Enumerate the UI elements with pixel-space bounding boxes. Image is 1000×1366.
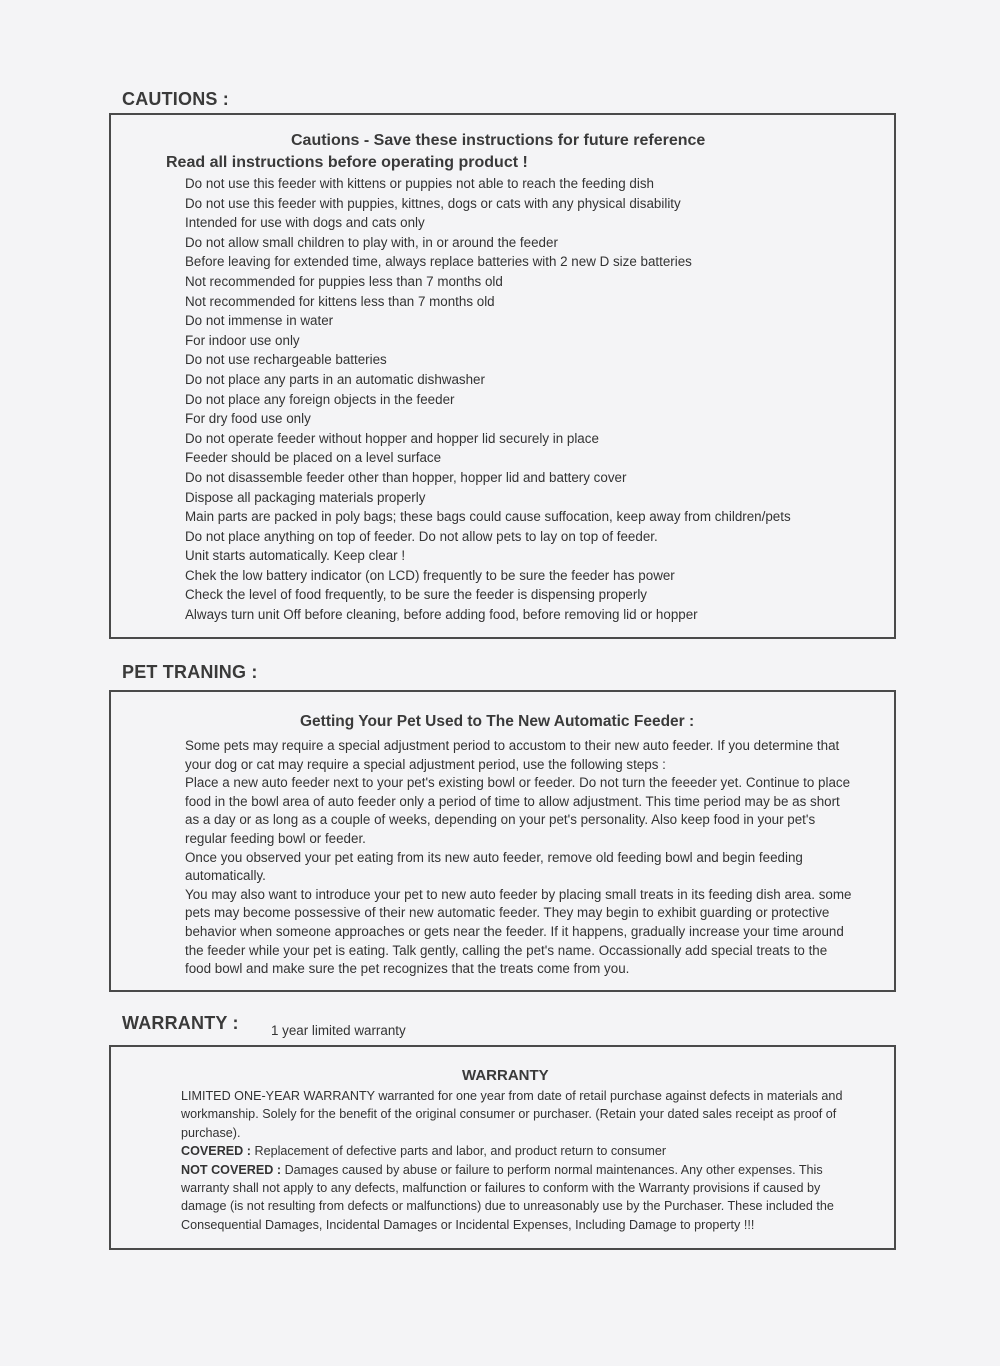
warranty-covered-text: Replacement of defective parts and labor, and product return to consumer (254, 1144, 667, 1159)
caution-item: Not recommended for kittens less than 7 months old (185, 293, 495, 309)
caution-item: For dry food use only (185, 411, 311, 427)
warranty-section-title: WARRANTY : (122, 1013, 239, 1033)
pet-training-heading: Getting Your Pet Used to The New Automatic Feeder : (300, 713, 695, 730)
warranty-box (109, 1045, 896, 1250)
warranty-not-covered (181, 1161, 863, 1235)
caution-item: Not recommended for puppies less than 7 months old (185, 273, 503, 289)
warranty-not-covered-text: Damages caused by abuse or failure to perform normal maintenances. Any other expenses. This warranty shall not apply to any defects, malfunction or failures to conform with the Warranty provisions if caused by damage (is not resulting from defects or malfunctions) due to unreasonably use by the Purchaser. These included the Consequential Damages, Incidental Damages or Incidental Expenses, Including Damage to property !!! (181, 1162, 834, 1232)
cautions-section-title: CAUTIONS : (122, 89, 229, 109)
caution-item: Always turn unit Off before cleaning, before adding food, before removing lid or hopper (185, 607, 698, 623)
warranty-heading: WARRANTY (462, 1067, 549, 1084)
warranty-covered (181, 1142, 863, 1160)
caution-item: Do not use this feeder with kittens or puppies not able to reach the feeding dish (185, 176, 654, 191)
cautions-heading: Cautions - Save these instructions for future reference (291, 132, 706, 149)
caution-item: Do not use this feeder with puppies, kittnes, dogs or cats with any physical disability (185, 195, 681, 211)
caution-item: Unit starts automatically. Keep clear ! (185, 548, 406, 564)
warranty-not-covered-label: NOT COVERED : (181, 1162, 282, 1177)
cautions-list (185, 174, 791, 625)
pet-training-body (185, 737, 855, 979)
pet-training-box (109, 690, 896, 992)
cautions-subheading: Read all instructions before operating product ! (166, 154, 528, 171)
caution-item: Main parts are packed in poly bags; these bags could cause suffocation, keep away from children/pets (185, 509, 791, 525)
warranty-covered-label: COVERED : (181, 1144, 251, 1159)
caution-item: Do not disassemble feeder other than hopper, hopper lid and battery cover (185, 469, 627, 485)
caution-item: Chek the low battery indicator (on LCD) frequently to be sure the feeder has power (185, 567, 675, 583)
caution-item: Do not operate feeder without hopper and hopper lid securely in place (185, 430, 599, 446)
pet-training-section-title: PET TRANING : (122, 662, 258, 682)
caution-item: Do not place any parts in an automatic dishwasher (185, 371, 485, 387)
cautions-box (109, 113, 896, 639)
pet-training-paragraph: Some pets may require a special adjustment period to accustom to their new auto feeder. If you determine that your dog or cat may require a special adjustment period, use the following steps : (185, 738, 840, 772)
caution-item: Check the level of food frequently, to be sure the feeder is dispensing properly (185, 587, 648, 603)
caution-item: Do not allow small children to play with, in or around the feeder (185, 234, 558, 250)
caution-item: Do not place anything on top of feeder. Do not allow pets to lay on top of feeder. (185, 528, 658, 544)
caution-item: Before leaving for extended time, always replace batteries with 2 new D size batteries (185, 254, 692, 270)
warranty-note: 1 year limited warranty (271, 1023, 406, 1038)
pet-training-paragraph: You may also want to introduce your pet to new auto feeder by placing small treats in its feeding dish area. some pets may become possessive of their new automatic feeder. They may begin to exhibit guarding or protective behavior when someone approaches or gets near the feeder. If it happens, gradually increase your time around the feeder while your pet is eating. Talk gently, calling the pet's name. Occassionally add special treats to the food bowl and make sure the pet recognizes that the treats come from you. (185, 886, 852, 977)
caution-item: Feeder should be placed on a level surface (185, 450, 442, 466)
pet-training-paragraph: Once you observed your pet eating from its new auto feeder, remove old feeding bowl and begin feeding automatically. (185, 849, 803, 884)
caution-item: Do not place any foreign objects in the feeder (185, 391, 455, 407)
pet-training-paragraph: Place a new auto feeder next to your pet's existing bowl or feeder. Do not turn the feeeder yet. Continue to place food in the bowl area of auto feeder only a period of time to allow adjustment. This time period may be as short as a day or as long as a couple of weeks, depending on your pet's personality. Also keep food in your pet's regular feeding bowl or feeder. (185, 775, 851, 846)
warranty-intro: LIMITED ONE-YEAR WARRANTY warranted for one year from date of retail purchase against defects in materials and workmanship. Solely for the benefit of the original consumer or purchaser. (Retain your dated sales receipt as proof of purchase). (181, 1089, 843, 1140)
caution-item: Intended for use with dogs and cats only (185, 215, 425, 231)
caution-item: Do not immense in water (185, 313, 334, 329)
caution-item: For indoor use only (185, 332, 300, 348)
caution-item: Dispose all packaging materials properly (185, 489, 426, 505)
caution-item: Do not use rechargeable batteries (185, 352, 387, 368)
warranty-body (181, 1087, 863, 1234)
